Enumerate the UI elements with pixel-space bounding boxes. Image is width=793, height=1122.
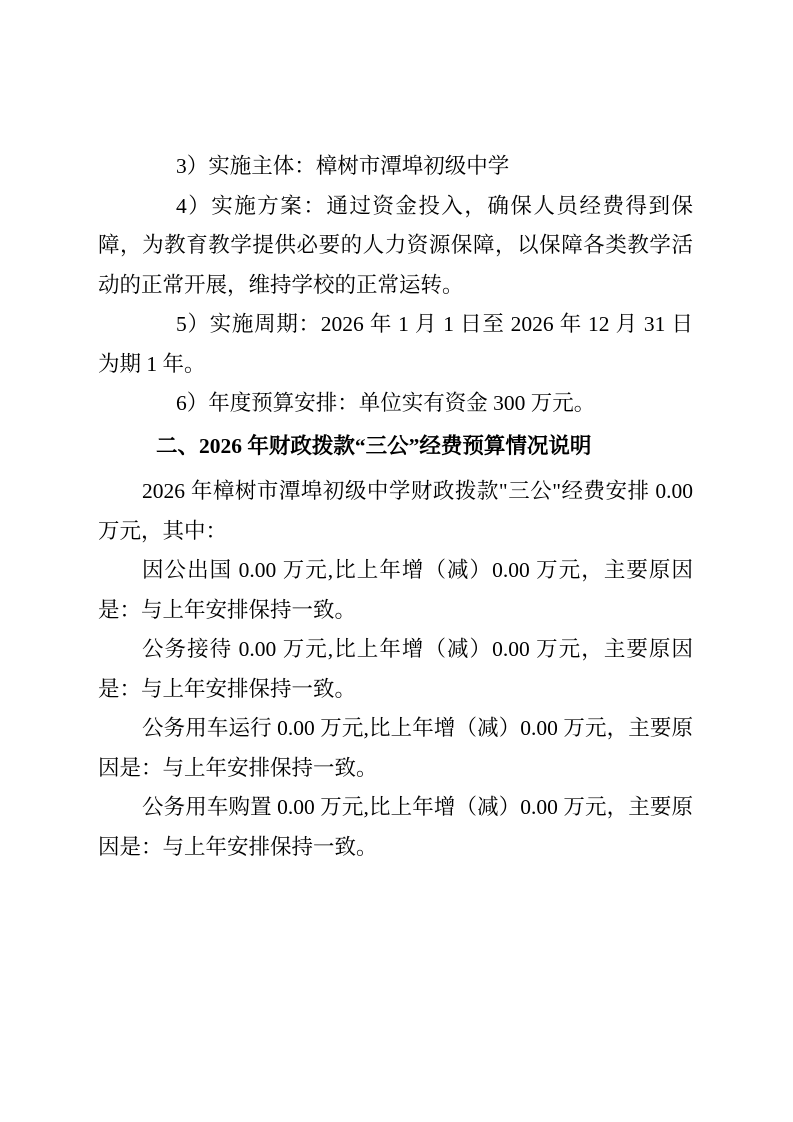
implementation-item-subject: 3）实施主体：樟树市潭埠初级中学	[176, 154, 510, 178]
official-reception-paragraph: 公务接待 0.00 万元,比上年增（减）0.00 万元，主要原因是：与上年安排保持一致。	[98, 637, 693, 701]
implementation-item-period: 5）实施周期：2026 年 1 月 1 日至 2026 年 12 月 31 日为期 1 年。	[98, 312, 693, 376]
vehicle-operation-paragraph: 公务用车运行 0.00 万元,比上年增（减）0.00 万元，主要原因是：与上年安排保持一致。	[98, 716, 693, 780]
three-public-summary-paragraph: 2026 年樟树市潭埠初级中学财政拨款"三公"经费安排 0.00 万元，其中：	[98, 479, 693, 543]
section-heading-three-public-funds: 二、2026 年财政拨款“三公”经费预算情况说明	[156, 433, 592, 458]
implementation-item-annual-budget: 6）年度预算安排：单位实有资金 300 万元。	[176, 391, 596, 415]
vehicle-purchase-paragraph: 公务用车购置 0.00 万元,比上年增（减）0.00 万元，主要原因是：与上年安排保持一致。	[98, 795, 693, 859]
overseas-trips-paragraph: 因公出国 0.00 万元,比上年增（减）0.00 万元，主要原因是：与上年安排保持一致。	[98, 558, 693, 622]
implementation-item-plan: 4）实施方案：通过资金投入，确保人员经费得到保障，为教育教学提供必要的人力资源保障，以保障各类教学活动的正常开展，维持学校的正常运转。	[98, 193, 693, 297]
